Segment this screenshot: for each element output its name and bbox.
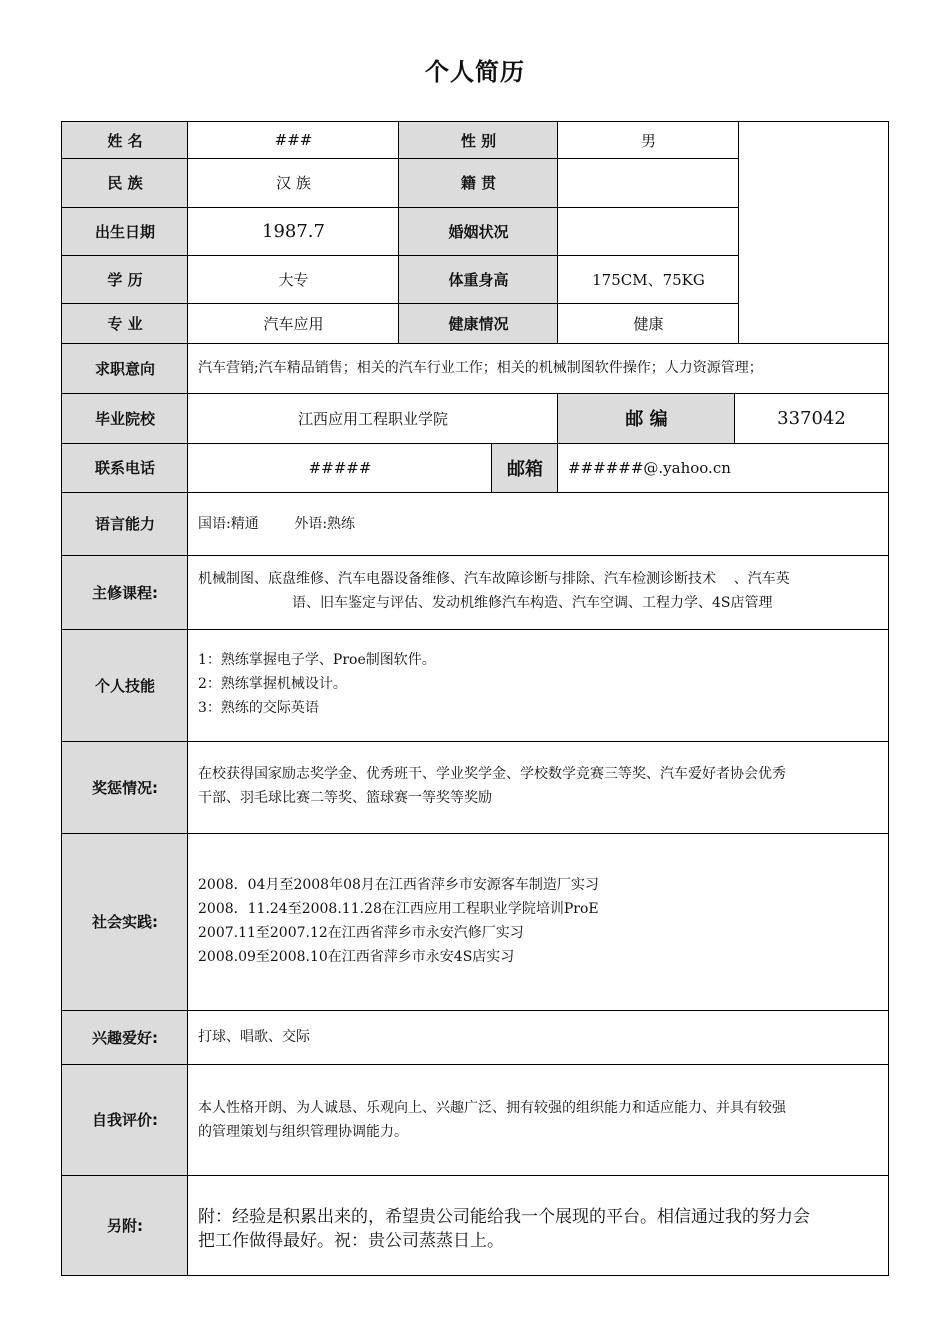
practice-item: 2007.11至2007.12在江西省萍乡市永安汽修厂实习 <box>198 925 524 941</box>
birth-label: 出生日期 <box>62 207 188 255</box>
grid-line <box>187 121 188 1276</box>
courses-line-1: 机械制图、底盘维修、汽车电器设备维修、汽车故障诊断与排除、汽车检测诊断技术 、汽车英 <box>198 571 790 587</box>
birth-value: 1987.7 <box>262 220 325 242</box>
grid-line <box>62 207 739 208</box>
extra-line-2: 把工作做得最好。祝：贵公司蒸蒸日上。 <box>198 1231 504 1251</box>
marital-label: 婚姻状况 <box>399 207 558 255</box>
skills-item: 3：熟练的交际英语 <box>198 700 319 716</box>
page-title: 个人简历 <box>425 58 525 86</box>
grid-line <box>738 121 739 343</box>
major-label: 专 业 <box>62 303 188 343</box>
gender-value: 男 <box>640 131 656 150</box>
table-border <box>888 121 889 1276</box>
practice-item: 2008.09至2008.10在江西省萍乡市永安4S店实习 <box>198 949 515 965</box>
extra-line-1: 附：经验是积累出来的，希望贵公司能给我一个展现的平台。相信通过我的努力会 <box>198 1207 810 1227</box>
ethnicity-value: 汉 族 <box>276 174 311 192</box>
phone-value: ##### <box>308 458 372 477</box>
awards-label: 奖惩情况: <box>62 741 188 833</box>
skills-item: 2：熟练掌握机械设计。 <box>198 676 347 692</box>
gender-label: 性 别 <box>399 122 558 158</box>
grid-line <box>557 393 558 492</box>
skills-label: 个人技能 <box>62 629 188 741</box>
health-label: 健康情况 <box>399 303 558 343</box>
awards-line-1: 在校获得国家励志奖学金、优秀班干、学业奖学金、学校数学竞赛三等奖、汽车爱好者协会优秀 <box>198 766 786 782</box>
body-label: 体重身高 <box>399 255 558 303</box>
native-place-label: 籍 贯 <box>399 158 558 207</box>
phone-label: 联系电话 <box>62 443 188 492</box>
self-eval-line-1: 本人性格开朗、为人诚恳、乐观向上、兴趣广泛、拥有较强的组织能力和适应能力、并具有较强 <box>198 1100 786 1116</box>
native-place-value <box>558 158 739 207</box>
major-value: 汽车应用 <box>263 314 324 333</box>
postcode-value: 337042 <box>777 407 846 429</box>
education-label: 学 历 <box>62 255 188 303</box>
courses-value <box>188 555 888 629</box>
grid-line <box>398 121 399 343</box>
extra-value <box>188 1175 888 1275</box>
language-value: 国语:精通 外语:熟练 <box>198 515 356 532</box>
grid-line <box>62 158 739 159</box>
ethnicity-label: 民 族 <box>62 158 188 207</box>
marital-value <box>558 207 739 255</box>
grid-line <box>62 255 739 256</box>
school-label: 毕业院校 <box>62 393 188 443</box>
awards-value <box>188 741 888 833</box>
table-border <box>61 121 62 1276</box>
self-eval-value <box>188 1064 888 1175</box>
courses-line-2: 语、旧车鉴定与评估、发动机维修汽车构造、汽车空调、工程力学、4S店管理 <box>292 595 773 611</box>
email-value: ######@.yahoo.cn <box>568 458 731 477</box>
practice-item: 2008．04月至2008年08月在江西省萍乡市安源客车制造厂实习 <box>198 877 599 893</box>
practice-item: 2008．11.24至2008.11.28在江西应用工程职业学院培训ProE <box>198 901 599 917</box>
hobbies-value: 打球、唱歌、交际 <box>198 1029 310 1045</box>
grid-line <box>62 303 739 304</box>
skills-list <box>188 629 888 741</box>
awards-line-2: 干部、羽毛球比赛二等奖、篮球赛一等奖等奖励 <box>198 790 492 806</box>
postcode-label: 邮 编 <box>558 393 735 443</box>
school-value: 江西应用工程职业学院 <box>297 409 448 428</box>
body-value: 175CM、75KG <box>592 270 705 289</box>
practice-list <box>188 833 888 1010</box>
self-eval-label: 自我评价: <box>62 1064 188 1175</box>
skills-item: 1：熟练掌握电子学、Proe制图软件。 <box>198 652 436 668</box>
hobbies-label: 兴趣爱好: <box>62 1010 188 1064</box>
education-value: 大专 <box>278 270 309 289</box>
practice-label: 社会实践: <box>62 833 188 1010</box>
email-label: 邮箱 <box>492 443 558 492</box>
objective-value: 汽车营销;汽车精品销售；相关的汽车行业工作；相关的机械制图软件操作；人力资源管理； <box>198 360 763 376</box>
health-value: 健康 <box>633 314 664 333</box>
name-value: ### <box>274 131 313 149</box>
self-eval-line-2: 的管理策划与组织管理协调能力。 <box>198 1124 408 1140</box>
courses-label: 主修课程: <box>62 555 188 629</box>
objective-label: 求职意向 <box>62 343 188 393</box>
language-label: 语言能力 <box>62 492 188 555</box>
extra-label: 另附: <box>62 1175 188 1275</box>
grid-line <box>491 443 492 492</box>
name-label: 姓 名 <box>62 122 188 158</box>
photo-box <box>739 122 888 343</box>
grid-line <box>557 121 558 343</box>
grid-line <box>734 393 735 443</box>
